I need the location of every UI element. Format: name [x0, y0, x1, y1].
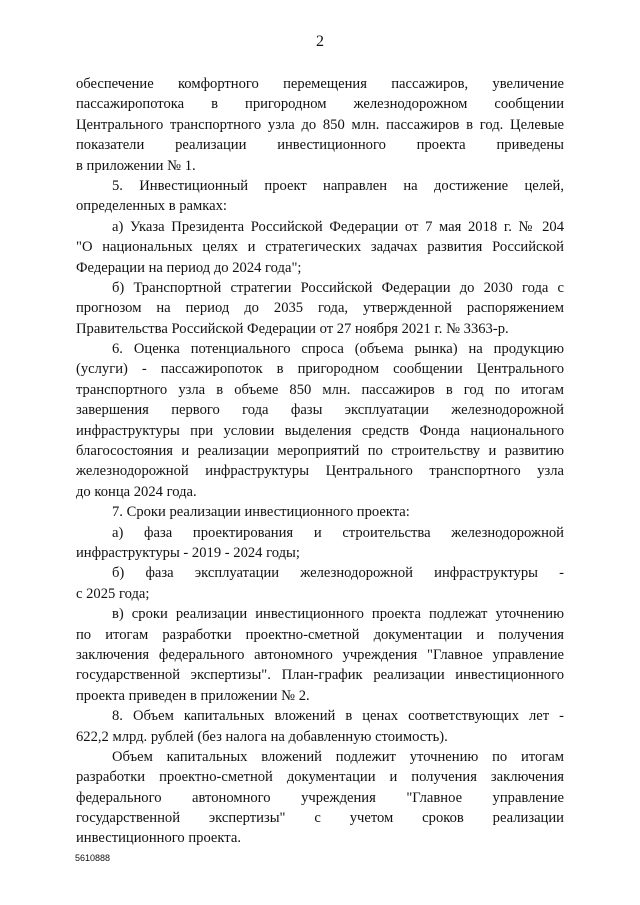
- document-body: [76, 74, 564, 849]
- text-line: транспортного узла в объеме 850 млн. пассажиров в год по итогам: [76, 381, 564, 398]
- text-line: до конца 2024 года.: [76, 483, 197, 500]
- text-line: инвестиционного проекта.: [76, 830, 241, 847]
- text-line: 622,2 млрд. рублей (без налога на добавленную стоимость).: [76, 728, 448, 745]
- text-line: 6. Оценка потенциального спроса (объема рынка) на продукцию: [112, 341, 564, 358]
- text-line: государственной экспертизы" с учетом сроков реализации: [76, 810, 564, 827]
- document-code: 5610888: [75, 853, 111, 863]
- text-line: 5. Инвестиционный проект направлен на достижение целей,: [112, 177, 564, 194]
- text-line: пассажиропотока в пригородном железнодорожном сообщении: [76, 96, 564, 113]
- text-line: а) Указа Президента Российской Федерации от 7 мая 2018 г. № 204: [112, 218, 564, 235]
- text-line: заключения федерального автономного учреждения "Главное управление: [76, 646, 564, 663]
- text-line: "О национальных целях и стратегических задачах развития Российской: [76, 239, 564, 256]
- text-line: обеспечение комфортного перемещения пассажиров, увеличение: [76, 76, 564, 92]
- text-line: определенных в рамках:: [76, 198, 227, 215]
- text-line: показатели реализации инвестиционного проекта приведены: [76, 137, 564, 154]
- text-line: Федерации на период до 2024 года";: [76, 259, 302, 276]
- text-line: инфраструктуры при условии выделения средств Фонда национального: [76, 422, 564, 439]
- text-line: по итогам разработки проектно-сметной документации и получения: [76, 626, 564, 643]
- text-line: б) Транспортной стратегии Российской Федерации до 2030 года с: [112, 279, 564, 296]
- text-line: 7. Сроки реализации инвестиционного проекта:: [112, 504, 410, 521]
- text-line: федерального автономного учреждения "Главное управление: [76, 789, 564, 806]
- text-line: (услуги) - пассажиропоток в пригородном сообщении Центрального: [76, 361, 564, 378]
- text-line: завершения первого года фазы эксплуатации железнодорожной: [76, 402, 564, 419]
- page-number: 2: [316, 33, 324, 50]
- text-line: железнодорожной инфраструктуры Центрального транспортного узла: [76, 463, 564, 480]
- text-line: благосостояния и реализации мероприятий по строительству и развитию: [76, 443, 564, 460]
- text-line: инфраструктуры - 2019 - 2024 годы;: [76, 544, 300, 561]
- text-line: Объем капитальных вложений подлежит уточнению по итогам: [112, 748, 564, 765]
- text-line: Правительства Российской Федерации от 27 ноября 2021 г. № 3363-р.: [76, 320, 509, 337]
- text-line: Центрального транспортного узла до 850 млн. пассажиров в год. Целевые: [76, 116, 564, 133]
- text-line: прогнозом на период до 2035 года, утвержденной распоряжением: [76, 300, 564, 317]
- text-line: проекта приведен в приложении № 2.: [76, 687, 310, 704]
- text-line: государственной экспертизы". План-график реализации инвестиционного: [76, 667, 564, 684]
- text-line: 8. Объем капитальных вложений в ценах соответствующих лет -: [112, 708, 564, 725]
- text-line: а) фаза проектирования и строительства железнодорожной: [112, 524, 564, 541]
- text-line: б) фаза эксплуатации железнодорожной инфраструктуры -: [112, 565, 564, 582]
- text-line: в приложении № 1.: [76, 157, 196, 174]
- text-line: разработки проектно-сметной документации и получения заключения: [76, 769, 564, 786]
- text-line: в) сроки реализации инвестиционного проекта подлежат уточнению: [112, 606, 564, 623]
- text-line: с 2025 года;: [76, 585, 150, 602]
